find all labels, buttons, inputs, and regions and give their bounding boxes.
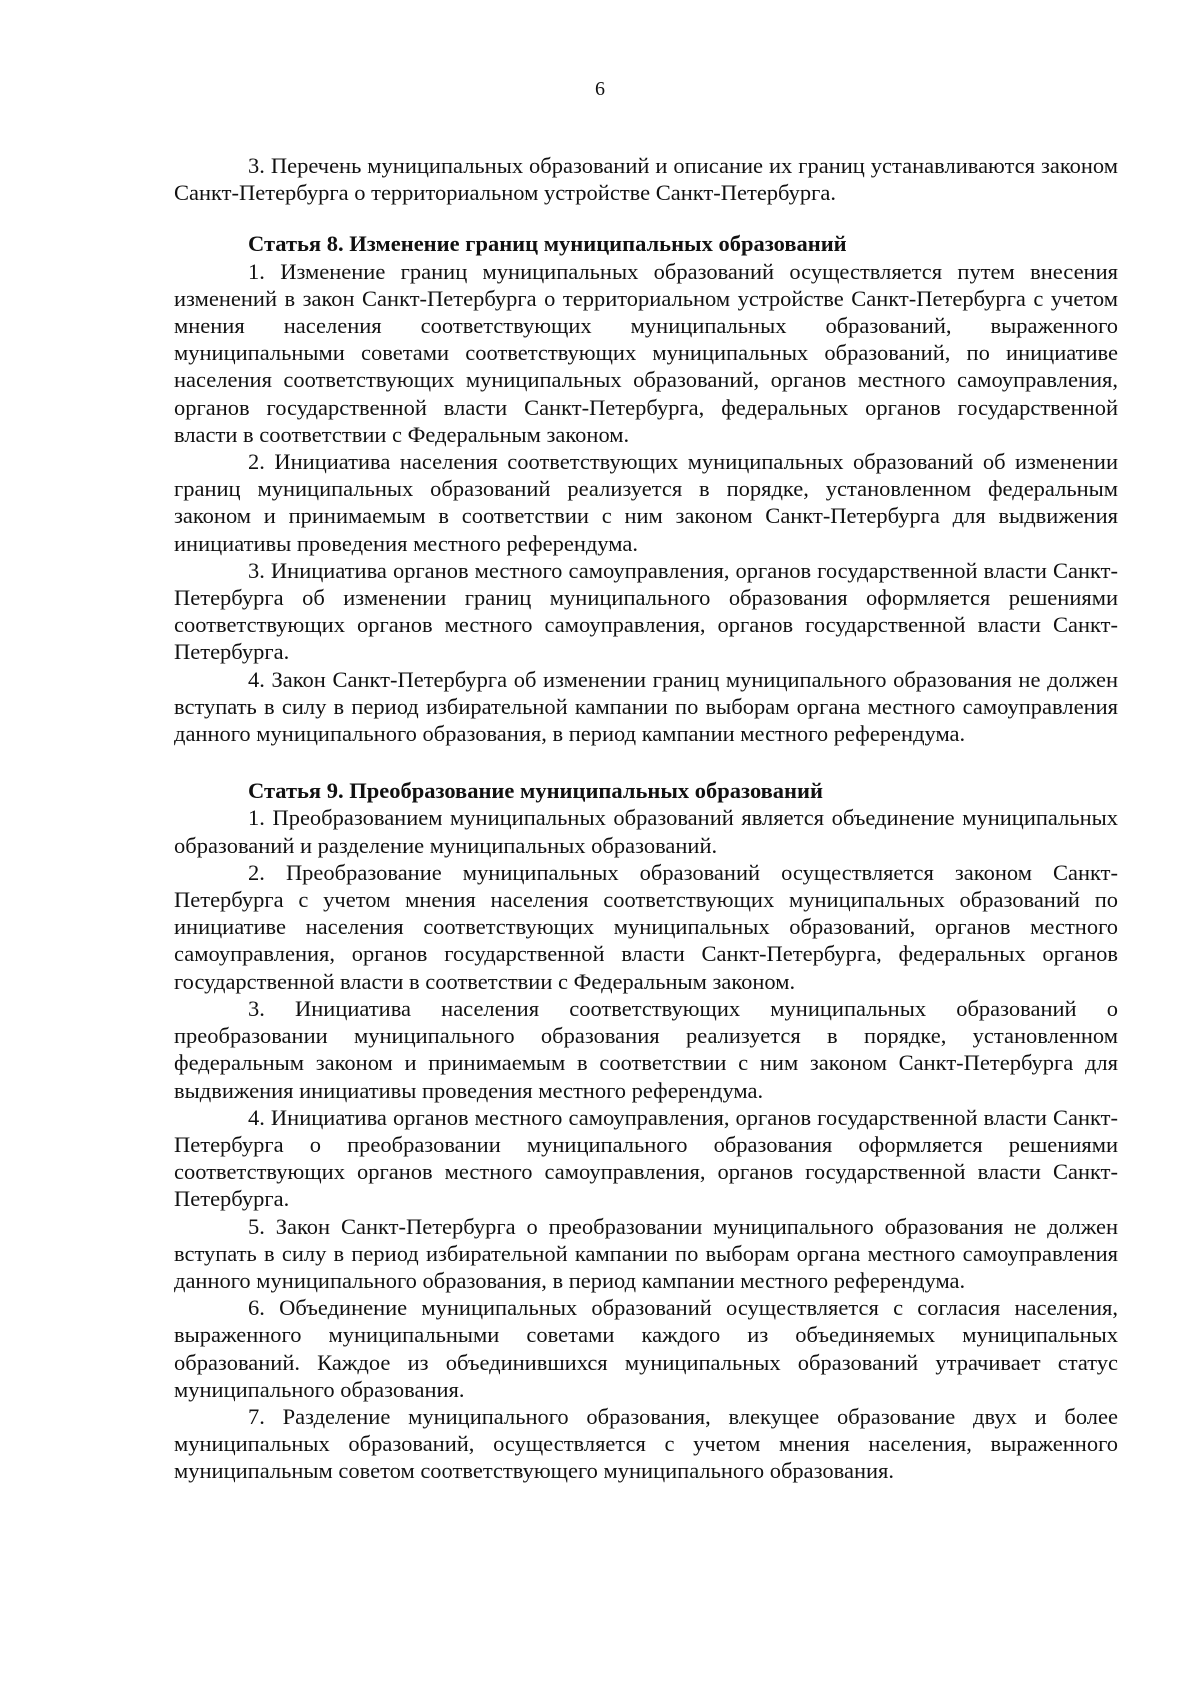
article-9-paragraph-1: 1. Преобразованием муниципальных образований является объединение муниципальных образований и разделение муниципальных образований.: [174, 805, 1118, 858]
article-9-paragraph-3: 3. Инициатива населения соответствующих муниципальных образований о преобразовании муниципального образования реализуется в порядке, установленном федеральным законом и принимаемым в соответствии с ним законом Санкт-Петербурга для выдвижения инициативы проведения местного референдума.: [174, 995, 1118, 1103]
article-8-paragraph-2: 2. Инициатива населения соответствующих муниципальных образований об изменении границ муниципальных образований реализуется в порядке, установленном федеральным законом и принимаемым в соответствии с ним законом Санкт-Петербурга для выдвижения инициативы проведения местного референдума.: [174, 449, 1118, 556]
document-body: [174, 152, 1118, 1485]
article-9-heading: Статья 9. Преобразование муниципальных образований: [248, 778, 823, 804]
article-9-paragraph-7: 7. Разделение муниципального образования, влекущее образование двух и более муниципальных образований, осуществляется с учетом мнения населения, выраженного муниципальным советом соответствующего муниципального образования.: [174, 1403, 1118, 1484]
paragraph-intro-3: 3. Перечень муниципальных образований и описание их границ устанавливаются законом Санкт-Петербурга о территориальном устройстве Санкт-Петербурга.: [174, 153, 1118, 206]
section-spacer: [174, 206, 1118, 230]
article-9-paragraph-2: 2. Преобразование муниципальных образований осуществляется законом Санкт-Петербурга с учетом мнения населения соответствующих муниципальных образований по инициативе населения соответствующих муниципальных образований, органов местного самоуправления, органов государственной власти Санкт-Петербурга, федеральных органов государственной власти в соответствии с Федеральным законом.: [174, 859, 1118, 994]
article-8-heading: Статья 8. Изменение границ муниципальных образований: [248, 231, 847, 257]
article-8-paragraph-1: 1. Изменение границ муниципальных образований осуществляется путем внесения изменений в закон Санкт-Петербурга о территориальном устройстве Санкт-Петербурга с учетом мнения населения соответствующих муниципальных образований, выраженного муниципальными советами соответствующих муниципальных образований, по инициативе населения соответствующих муниципальных образований, органов местного самоуправления, органов государственной власти Санкт-Петербурга, федеральных органов государственной власти в соответствии с Федеральным законом.: [174, 258, 1118, 447]
article-9-paragraph-4: 4. Инициатива органов местного самоуправления, органов государственной власти Санкт-Петербурга о преобразовании муниципального образования оформляется решениями соответствующих органов местного самоуправления, органов государственной власти Санкт-Петербурга.: [174, 1104, 1118, 1212]
article-9-paragraph-5: 5. Закон Санкт-Петербурга о преобразовании муниципального образования не должен вступать в силу в период избирательной кампании по выборам органа местного самоуправления данного муниципального образования, в период кампании местного референдума.: [174, 1213, 1118, 1293]
page-number: 6: [595, 78, 605, 100]
article-8-paragraph-4: 4. Закон Санкт-Петербурга об изменении границ муниципального образования не должен вступать в силу в период избирательной кампании по выборам органа местного самоуправления данного муниципального образования, в период кампании местного референдума.: [174, 666, 1118, 747]
section-spacer: [174, 747, 1118, 777]
article-9-paragraph-6: 6. Объединение муниципальных образований осуществляется с согласия населения, выраженного муниципальными советами каждого из объединяемых муниципальных образований. Каждое из объединившихся муниципальных образований утрачивает статус муниципального образования.: [174, 1295, 1118, 1402]
article-8-paragraph-3: 3. Инициатива органов местного самоуправления, органов государственной власти Санкт-Петербурга об изменении границ муниципального образования оформляется решениями соответствующих органов местного самоуправления, органов государственной власти Санкт-Петербурга.: [174, 557, 1118, 665]
